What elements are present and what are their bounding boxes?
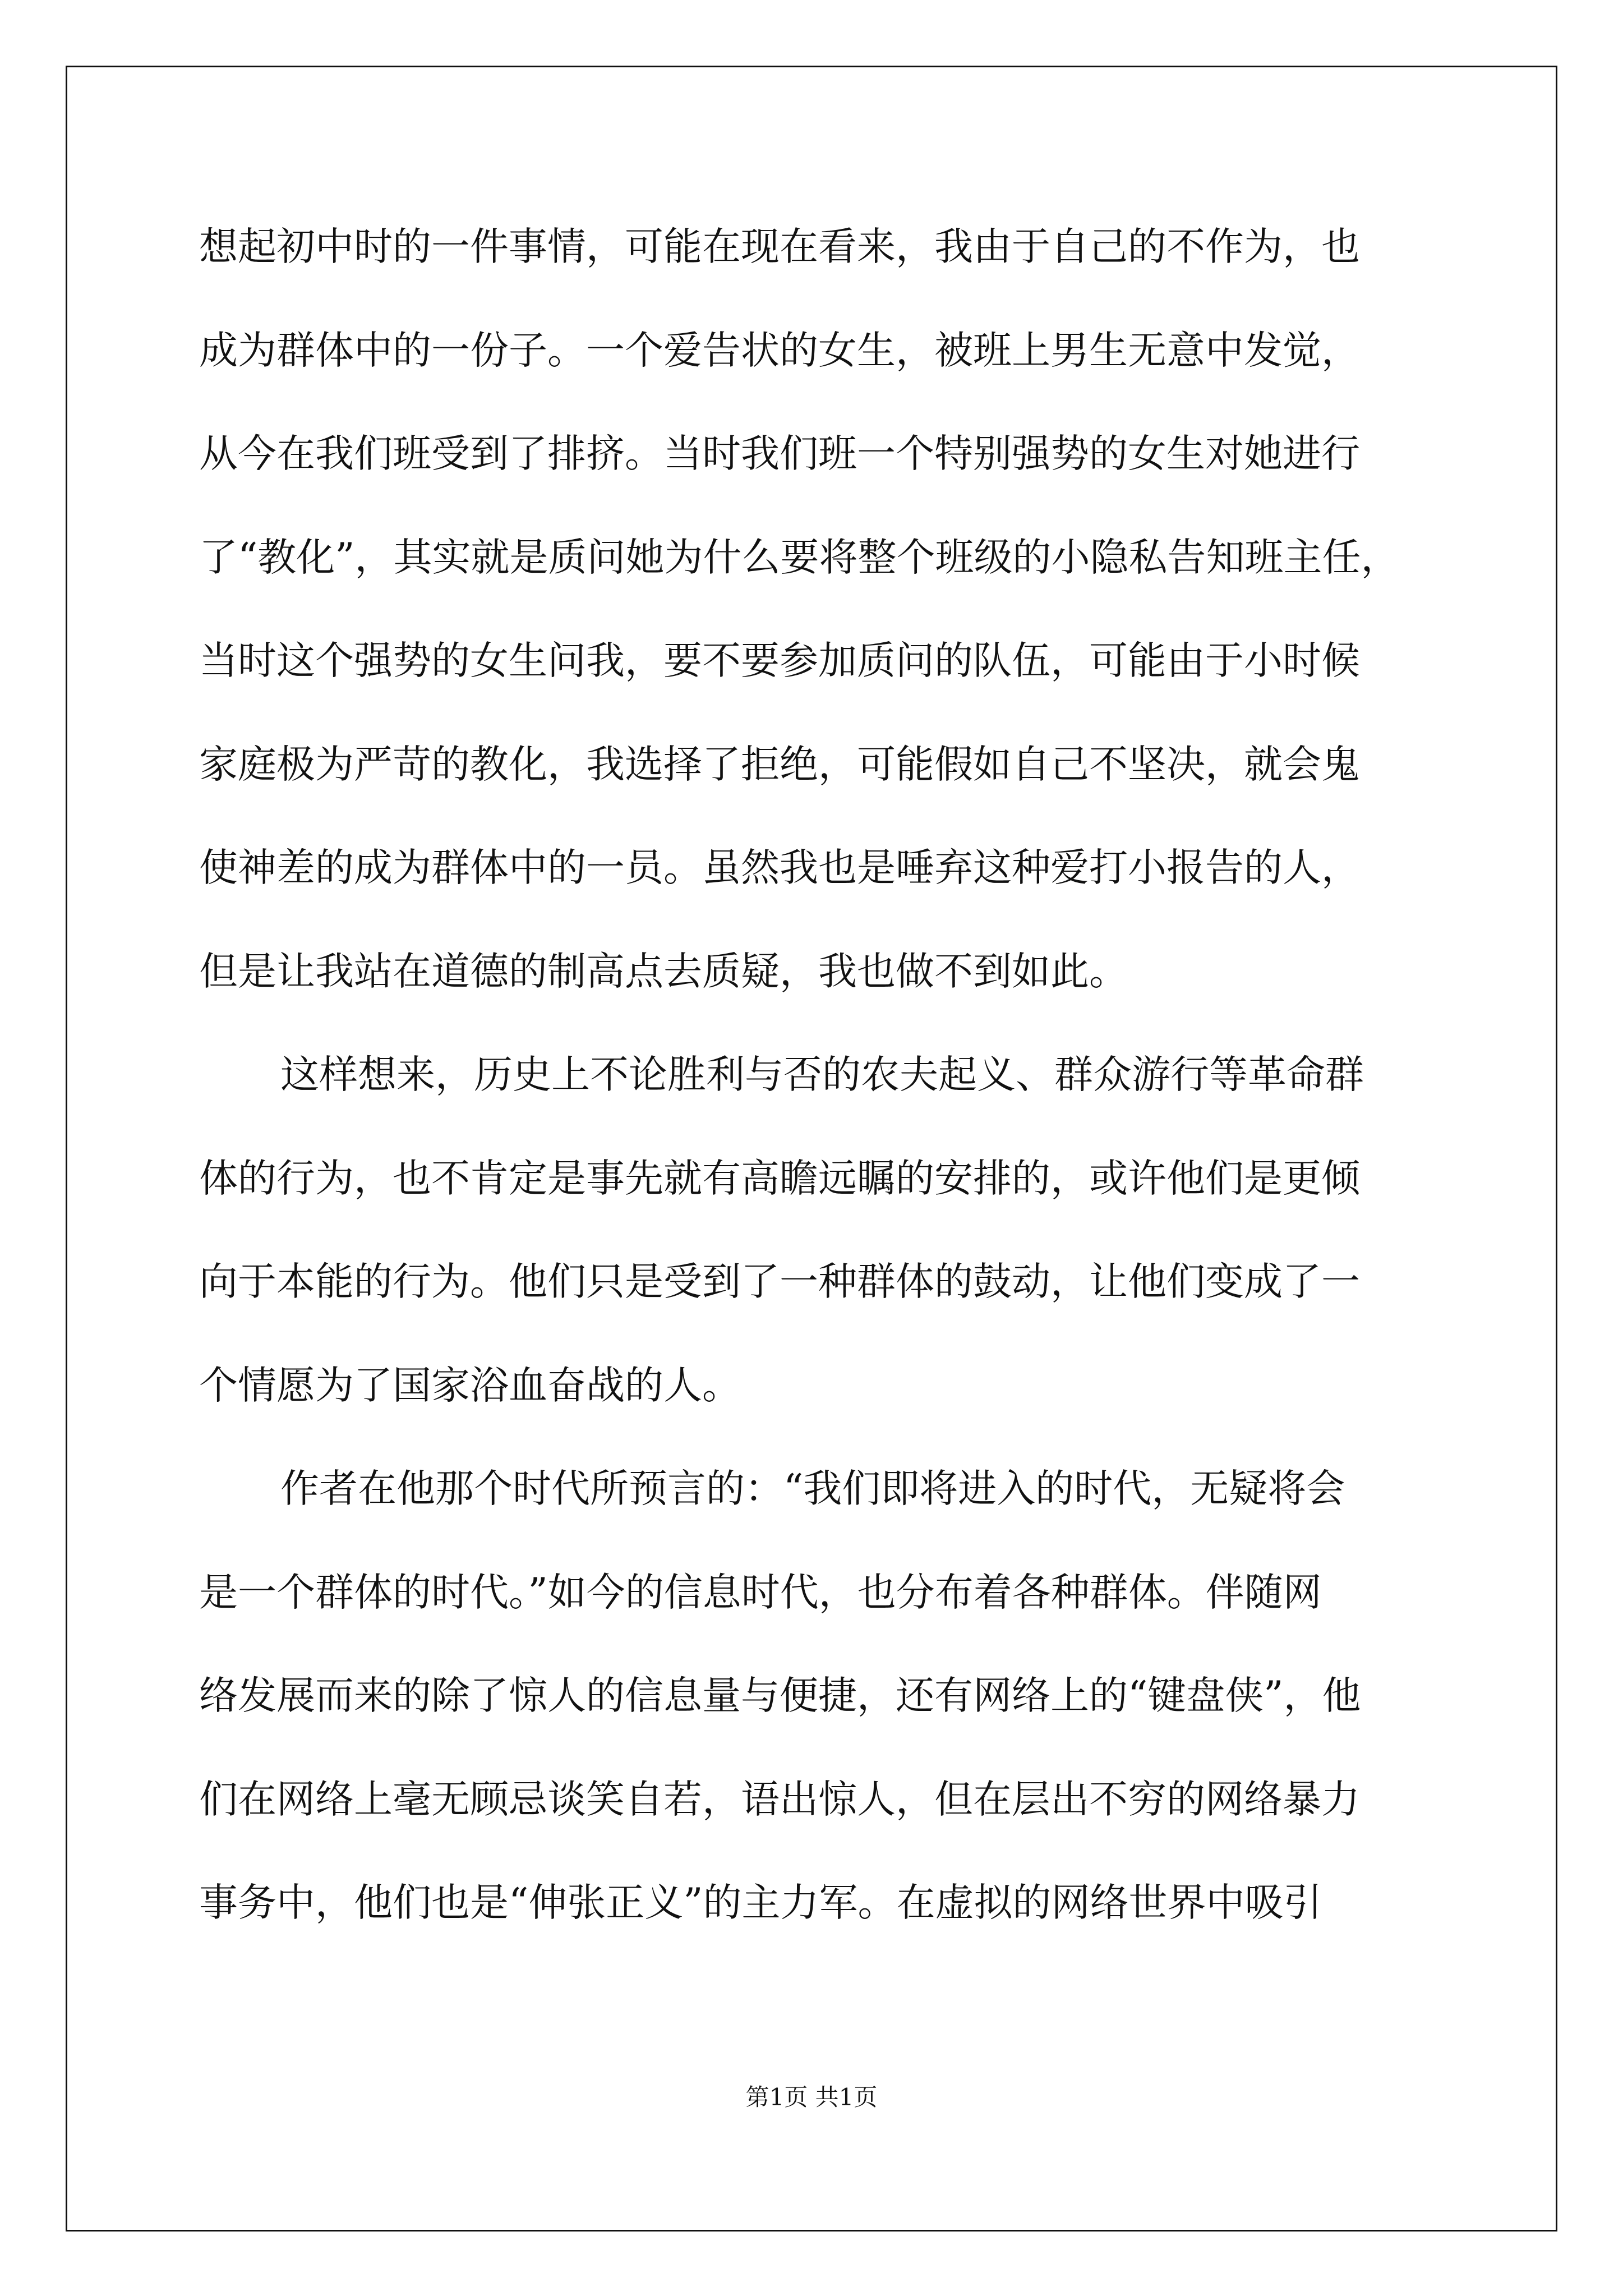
text-line: 家庭极为严苛的教化，我选择了拒绝，可能假如自己不坚决，就会鬼 — [199, 742, 1360, 787]
text-line: 向于本能的行为。他们只是受到了一种群体的鼓动，让他们变成了一 — [199, 1259, 1360, 1304]
text-line: 们在网络上毫无顾忌谈笑自若，语出惊人，但在层出不穷的网络暴力 — [199, 1777, 1360, 1822]
text-line: 是一个群体的时代。”如今的信息时代，也分布着各种群体。伴随网 — [199, 1570, 1322, 1615]
text-line: 个情愿为了国家浴血奋战的人。 — [199, 1363, 741, 1408]
text-line: 当时这个强势的女生问我，要不要参加质问的队伍，可能由于小时候 — [199, 638, 1360, 683]
text-line: 成为群体中的一份子。一个爱告状的女生，被班上男生无意中发觉， — [199, 328, 1360, 373]
text-line: 想起初中时的一件事情，可能在现在看来，我由于自己的不作为，也 — [199, 224, 1360, 269]
text-line: 但是让我站在道德的制高点去质疑，我也做不到如此。 — [199, 949, 1128, 994]
text-line: 体的行为，也不肯定是事先就有高瞻远瞩的安排的，或许他们是更倾 — [199, 1156, 1360, 1201]
text-line: 事务中，他们也是“伸张正义”的主力军。在虚拟的网络世界中吸引 — [199, 1880, 1322, 1925]
document-body — [199, 195, 1427, 1955]
text-line: 使神差的成为群体中的一员。虽然我也是唾弃这种爱打小报告的人， — [199, 845, 1360, 890]
paragraph-start-line: 作者在他那个时代所预言的：“我们即将进入的时代，无疑将会 — [280, 1466, 1345, 1511]
text-line: 了“教化”，其实就是质问她为什么要将整个班级的小隐私告知班主任， — [199, 535, 1400, 580]
paragraph-start-line: 这样想来，历史上不论胜利与否的农夫起义、群众游行等革命群 — [280, 1052, 1364, 1097]
text-line: 络发展而来的除了惊人的信息量与便捷，还有网络上的“键盘侠”，他 — [199, 1673, 1361, 1718]
text-line: 从今在我们班受到了排挤。当时我们班一个特别强势的女生对她进行 — [199, 431, 1360, 476]
page-number-footer: 第1页 共1页 — [745, 2083, 878, 2111]
